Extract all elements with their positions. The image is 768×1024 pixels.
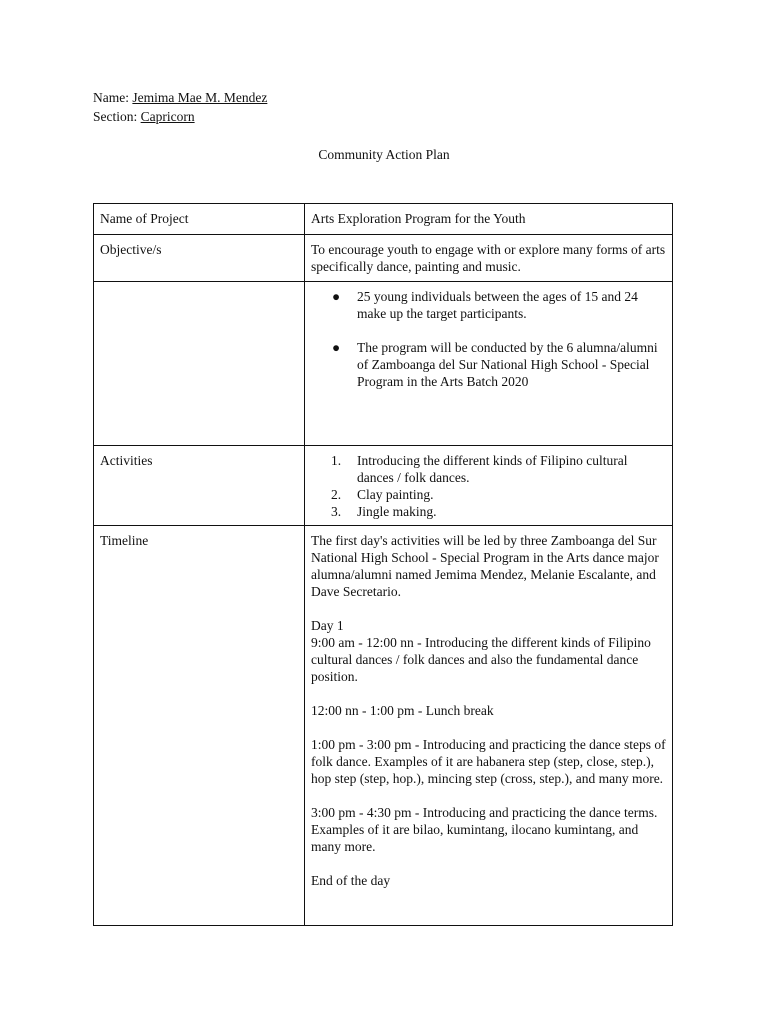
participant-text: The program will be conducted by the 6 alumna/alumni of Zamboanga del Sur National High School - Special Program in the Arts Batch 2020 [357, 340, 658, 389]
table-row-participants [94, 282, 673, 446]
table-row-timeline [94, 526, 673, 926]
list-item [311, 486, 666, 503]
section-label: Section: [93, 109, 138, 124]
list-item [311, 503, 666, 520]
section-value: Capricorn [140, 109, 195, 124]
bullet-icon: ● [332, 340, 341, 355]
timeline-intro: The first day's activities will be led by three Zamboanga del Sur National High School - Special Program in the Arts dance major alumna/alumni named Jemima Mendez, Melanie Escalante, and Dave Secretario. [311, 533, 659, 599]
list-item [311, 339, 666, 390]
participant-text: 25 young individuals between the ages of 15 and 24 make up the target participants. [357, 289, 638, 321]
participants-label-cell [94, 282, 305, 446]
list-item [311, 452, 666, 486]
timeline-end: End of the day [311, 873, 391, 888]
activities-cell [305, 446, 673, 526]
activity-text: Clay painting. [357, 487, 434, 502]
activity-text: Jingle making. [357, 504, 437, 519]
bullet-icon: ● [332, 289, 341, 304]
name-line [93, 89, 267, 106]
section-line [93, 108, 195, 125]
document-title: Community Action Plan [318, 147, 450, 162]
activities-label: Activities [94, 446, 305, 526]
table-row-objective [94, 235, 673, 282]
name-label: Name: [93, 90, 129, 105]
participants-list [311, 288, 666, 390]
timeline-cell [305, 526, 673, 926]
list-item [311, 288, 666, 322]
table-row-project [94, 204, 673, 235]
timeline-slot: 12:00 nn - 1:00 pm - Lunch break [311, 703, 494, 718]
timeline-slot: 3:00 pm - 4:30 pm - Introducing and practicing the dance terms. Examples of it are bilao, kumintang, ilocano kumintang, and many more. [311, 805, 658, 854]
project-value: Arts Exploration Program for the Youth [305, 204, 673, 235]
objective-label: Objective/s [94, 235, 305, 282]
participants-cell [305, 282, 673, 446]
timeline-slot: 1:00 pm - 3:00 pm - Introducing and practicing the dance steps of folk dance. Examples of it are habanera step (step, close, step.), hop step (step, hop.), mincing step (cross, step.), and many more. [311, 737, 666, 786]
activity-text: Introducing the different kinds of Filipino cultural dances / folk dances. [357, 453, 628, 485]
list-number: 2. [331, 487, 342, 502]
action-plan-table [93, 203, 673, 926]
name-value: Jemima Mae M. Mendez [132, 90, 268, 105]
activities-list [311, 452, 666, 520]
timeline-label: Timeline [94, 526, 305, 926]
timeline-day-label: Day 1 [311, 618, 344, 633]
list-number: 1. [331, 453, 342, 468]
table-row-activities [94, 446, 673, 526]
project-label: Name of Project [94, 204, 305, 235]
timeline-slot: 9:00 am - 12:00 nn - Introducing the different kinds of Filipino cultural dances / folk dances and also the fundamental dance position. [311, 635, 651, 684]
list-number: 3. [331, 504, 342, 519]
objective-value: To encourage youth to engage with or explore many forms of arts specifically dance, painting and music. [305, 235, 673, 282]
